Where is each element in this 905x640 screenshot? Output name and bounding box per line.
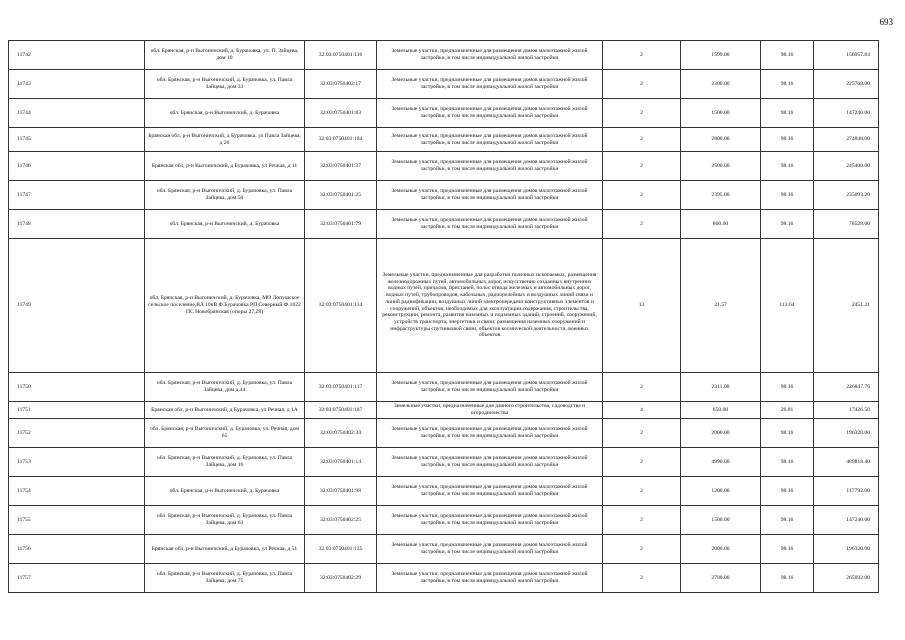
area-cell: 2800.00 xyxy=(681,128,761,152)
table-row xyxy=(9,448,879,477)
specific-value-cell: 98.16 xyxy=(761,210,814,239)
cadastral-value-cell: 196320.00 xyxy=(814,535,879,564)
specific-value-cell: 98.16 xyxy=(761,41,814,70)
specific-value-cell: 98.16 xyxy=(761,373,814,402)
group-number-cell: 2 xyxy=(603,535,681,564)
row-number: 11751 xyxy=(9,402,145,419)
address-cell: обл. Брянская, р-н Выгоничский, д. Бурачовка, ул. Павла Зайцева, дом 50 xyxy=(145,181,305,210)
table-row xyxy=(9,419,879,448)
specific-value-cell: 98.16 xyxy=(761,99,814,128)
specific-value-cell: 26.81 xyxy=(761,402,814,419)
row-number: 11746 xyxy=(9,152,145,181)
address-cell: обл. Брянская, р-н Выгоничский, д. Бурачовка xyxy=(145,477,305,506)
cadastral-number-cell: 32:03:0750401:14 xyxy=(305,448,377,477)
row-number: 11749 xyxy=(9,239,145,373)
table-row xyxy=(9,239,879,373)
area-cell: 2000.00 xyxy=(681,535,761,564)
row-number: 11754 xyxy=(9,477,145,506)
cadastral-value-cell: 2451.21 xyxy=(814,239,879,373)
cadastral-number-cell: 32:03:0750401:83 xyxy=(305,99,377,128)
row-number: 11756 xyxy=(9,535,145,564)
address-cell: Брянская обл, р-н Выгоничский, д Бурачовка, ул Речная, д 11 xyxy=(145,152,305,181)
group-number-cell: 2 xyxy=(603,128,681,152)
land-use-cell: Земельные участки, предназначенные для разработки полезных ископаемых, размещения железнодорожных путей, автомобильных дорог, искусственно созданных внутренних водных путей, причалов, пристаней, полос отвода железных и автомобильных дорог, водных путей, трубопроводов, кабельных, радиорелейных и воздушных линий связи и линий радиофикации, воздушных линий электропередачи конструктивных элементов и сооружений, объектов, необходимых для эксплуатации,содержания, строительства, реконструкции, ремонта, развития наземных и подземных зданий, строений, сооружений, устройств транспорта, энергетики и связи; размещения наземных сооружений и инфраструктуры спутниковой связи, объектов космической деятельности, военных объектов xyxy=(377,239,603,373)
cadastral-value-cell: 78528.00 xyxy=(814,210,879,239)
land-use-cell: Земельные участки, предназначенные для дачного строительства, садоводства и огородничества xyxy=(377,402,603,419)
cadastral-value-cell: 489818.40 xyxy=(814,448,879,477)
area-cell: 2000.00 xyxy=(681,419,761,448)
land-use-cell: Земельные участки, предназначенные для размещения домов малоэтажной жилой застройки, в том числе индивидуальной жилой застройки xyxy=(377,152,603,181)
land-use-cell: Земельные участки, предназначенные для размещения домов малоэтажной жилой застройки, в том числе индивидуальной жилой застройки xyxy=(377,99,603,128)
cadastral-number-cell: 32:03:0750401:98 xyxy=(305,477,377,506)
cadastral-value-cell: 226847.76 xyxy=(814,373,879,402)
land-use-cell: Земельные участки, предназначенные для размещения домов малоэтажной жилой застройки, в том числе индивидуальной жилой застройки xyxy=(377,210,603,239)
address-cell: Брянская обл, р-н Выгоничский, д Бурачовка, ул Речная, д 51 xyxy=(145,535,305,564)
group-number-cell: 2 xyxy=(603,152,681,181)
group-number-cell: 2 xyxy=(603,181,681,210)
cadastral-number-cell: 32:03:0750401:117 xyxy=(305,373,377,402)
cadastral-number-cell: 32:03:0750402:29 xyxy=(305,564,377,593)
land-use-cell: Земельные участки, предназначенные для размещения домов малоэтажной жилой застройки, в том числе индивидуальной жилой застройки xyxy=(377,506,603,535)
table-row xyxy=(9,477,879,506)
area-cell: 21.57 xyxy=(681,239,761,373)
table-row xyxy=(9,535,879,564)
address-cell: Брянская обл, р-н Выгоничский, д Бурачовка, ул Павла Зайцева, д 20 xyxy=(145,128,305,152)
area-cell: 4990.00 xyxy=(681,448,761,477)
row-number: 11747 xyxy=(9,181,145,210)
group-number-cell: 2 xyxy=(603,210,681,239)
group-number-cell: 2 xyxy=(603,373,681,402)
table-row xyxy=(9,506,879,535)
address-cell: Брянская обл, р-н Выгоничский, д Бурачовка, ул Речная, д 1А xyxy=(145,402,305,419)
address-cell: обл. Брянская, р-н Выгоничский, д. Бурачовка, ул. Павла Зайцева, дом 33 xyxy=(145,70,305,99)
group-number-cell: 13 xyxy=(603,239,681,373)
cadastral-value-cell: 245400.00 xyxy=(814,152,879,181)
specific-value-cell: 98.16 xyxy=(761,419,814,448)
cadastral-value-table xyxy=(8,40,879,593)
cadastral-number-cell: 32:03:0750401:79 xyxy=(305,210,377,239)
row-number: 11753 xyxy=(9,448,145,477)
specific-value-cell: 98.16 xyxy=(761,477,814,506)
table-row xyxy=(9,99,879,128)
address-cell: обл. Брянская, р-н Выгоничский, д. Бурачовка, ул. Павла Зайцева, дом д.44 xyxy=(145,373,305,402)
row-number: 11744 xyxy=(9,99,145,128)
row-number: 11755 xyxy=(9,506,145,535)
row-number: 11745 xyxy=(9,128,145,152)
group-number-cell: 2 xyxy=(603,70,681,99)
cadastral-number-cell: 32:03:0750401:114 xyxy=(305,239,377,373)
land-use-cell: Земельные участки, предназначенные для размещения домов малоэтажной жилой застройки, в том числе индивидуальной жилой застройки xyxy=(377,419,603,448)
area-cell: 650.00 xyxy=(681,402,761,419)
group-number-cell: 2 xyxy=(603,564,681,593)
area-cell: 1500.00 xyxy=(681,99,761,128)
land-use-cell: Земельные участки, предназначенные для размещения домов малоэтажной жилой застройки, в том числе индивидуальной жилой застройки xyxy=(377,535,603,564)
land-use-cell: Земельные участки, предназначенные для размещения домов малоэтажной жилой застройки, в том числе индивидуальной жилой застройки xyxy=(377,41,603,70)
table-body xyxy=(9,41,879,593)
cadastral-number-cell: 32:03:0750402:17 xyxy=(305,70,377,99)
land-use-cell: Земельные участки, предназначенные для размещения домов малоэтажной жилой застройки, в том числе индивидуальной жилой застройки xyxy=(377,448,603,477)
address-cell: обл. Брянская, р-н Выгоничский, д. Бурачовка, ул. Речная, дом 65 xyxy=(145,419,305,448)
cadastral-value-cell: 265032.00 xyxy=(814,564,879,593)
cadastral-number-cell: 32:03:0750401:116 xyxy=(305,41,377,70)
land-use-cell: Земельные участки, предназначенные для размещения домов малоэтажной жилой застройки, в том числе индивидуальной жилой застройки xyxy=(377,564,603,593)
group-number-cell: 2 xyxy=(603,419,681,448)
area-cell: 2395.00 xyxy=(681,181,761,210)
table-row xyxy=(9,402,879,419)
cadastral-number-cell: 32:03:0750401:37 xyxy=(305,152,377,181)
specific-value-cell: 98.16 xyxy=(761,152,814,181)
row-number: 11748 xyxy=(9,210,145,239)
specific-value-cell: 98.16 xyxy=(761,535,814,564)
address-cell: обл. Брянская, р-н Выгоничский, д. Бурачовка, ул. Павла Зайцева, дом 63 xyxy=(145,506,305,535)
group-number-cell: 2 xyxy=(603,99,681,128)
row-number: 11743 xyxy=(9,70,145,99)
specific-value-cell: 98.16 xyxy=(761,181,814,210)
area-cell: 1500.00 xyxy=(681,506,761,535)
specific-value-cell: 98.16 xyxy=(761,564,814,593)
land-use-cell: Земельные участки, предназначенные для размещения домов малоэтажной жилой застройки, в том числе индивидуальной жилой застройки xyxy=(377,181,603,210)
area-cell: 2300.00 xyxy=(681,70,761,99)
row-number: 11757 xyxy=(9,564,145,593)
table-row xyxy=(9,210,879,239)
land-use-cell: Земельные участки, предназначенные для размещения домов малоэтажной жилой застройки, в том числе индивидуальной жилой застройки xyxy=(377,70,603,99)
row-number: 11742 xyxy=(9,41,145,70)
specific-value-cell: 98.16 xyxy=(761,70,814,99)
cadastral-value-cell: 156957.84 xyxy=(814,41,879,70)
cadastral-number-cell: 32:03:0750401:184 xyxy=(305,128,377,152)
cadastral-number-cell: 32:03:0750401:187 xyxy=(305,402,377,419)
area-cell: 2700.00 xyxy=(681,564,761,593)
cadastral-value-cell: 117792.00 xyxy=(814,477,879,506)
cadastral-number-cell: 32:03:0750402:25 xyxy=(305,506,377,535)
area-cell: 800.00 xyxy=(681,210,761,239)
cadastral-value-cell: 147240.00 xyxy=(814,99,879,128)
specific-value-cell: 113.64 xyxy=(761,239,814,373)
group-number-cell: 2 xyxy=(603,477,681,506)
land-use-cell: Земельные участки, предназначенные для размещения домов малоэтажной жилой застройки, в том числе индивидуальной жилой застройки xyxy=(377,128,603,152)
land-use-cell: Земельные участки, предназначенные для размещения домов малоэтажной жилой застройки, в том числе индивидуальной жилой застройки xyxy=(377,373,603,402)
page-number: 693 xyxy=(879,17,893,27)
area-cell: 2311.00 xyxy=(681,373,761,402)
specific-value-cell: 98.16 xyxy=(761,448,814,477)
table-row xyxy=(9,41,879,70)
group-number-cell: 4 xyxy=(603,402,681,419)
table-row xyxy=(9,70,879,99)
table-row xyxy=(9,564,879,593)
cadastral-value-cell: 274848.00 xyxy=(814,128,879,152)
area-cell: 1599.00 xyxy=(681,41,761,70)
cadastral-value-cell: 235093.20 xyxy=(814,181,879,210)
table-row xyxy=(9,181,879,210)
cadastral-value-cell: 196320.00 xyxy=(814,419,879,448)
row-number: 11752 xyxy=(9,419,145,448)
cadastral-value-cell: 225768.00 xyxy=(814,70,879,99)
group-number-cell: 2 xyxy=(603,506,681,535)
specific-value-cell: 98.16 xyxy=(761,128,814,152)
table-row xyxy=(9,373,879,402)
row-number: 11750 xyxy=(9,373,145,402)
address-cell: обл. Брянская, р-н Выгоничский, д. Бурачовка xyxy=(145,99,305,128)
address-cell: обл. Брянская, р-н Выгоничский, д. Бурачовка, МО Лопушское сельское поселение,ВЛ 10кВ Ф.Бурачовка РП Северный Ф.1022 ПС Новобрянская (опоры 27,28) xyxy=(145,239,305,373)
area-cell: 2500.00 xyxy=(681,152,761,181)
specific-value-cell: 98.16 xyxy=(761,506,814,535)
cadastral-number-cell: 32:03:0750402:34 xyxy=(305,419,377,448)
address-cell: обл. Брянская, р-н Выгоничский, д. Бурачовка, ул. Павла Зайцева, дом 75 xyxy=(145,564,305,593)
cadastral-number-cell: 32:03:0750401:25 xyxy=(305,181,377,210)
cadastral-value-cell: 17426.50 xyxy=(814,402,879,419)
address-cell: обл. Брянская, р-н Выгоничский, д. Бурачовка, ул. Павла Зайцева, дом 16 xyxy=(145,448,305,477)
area-cell: 1200.00 xyxy=(681,477,761,506)
land-use-cell: Земельные участки, предназначенные для размещения домов малоэтажной жилой застройки, в том числе индивидуальной жилой застройки xyxy=(377,477,603,506)
cadastral-number-cell: 32:03:0750401:135 xyxy=(305,535,377,564)
group-number-cell: 2 xyxy=(603,448,681,477)
address-cell: обл. Брянская, р-н Выгоничский, д. Бурачовка xyxy=(145,210,305,239)
group-number-cell: 2 xyxy=(603,41,681,70)
cadastral-value-cell: 147240.00 xyxy=(814,506,879,535)
address-cell: обл. Брянская, р-н Выгоничский, д. Бурачовка, ул. П. Зайцева, дом 10 xyxy=(145,41,305,70)
table-row xyxy=(9,152,879,181)
table-row xyxy=(9,128,879,152)
